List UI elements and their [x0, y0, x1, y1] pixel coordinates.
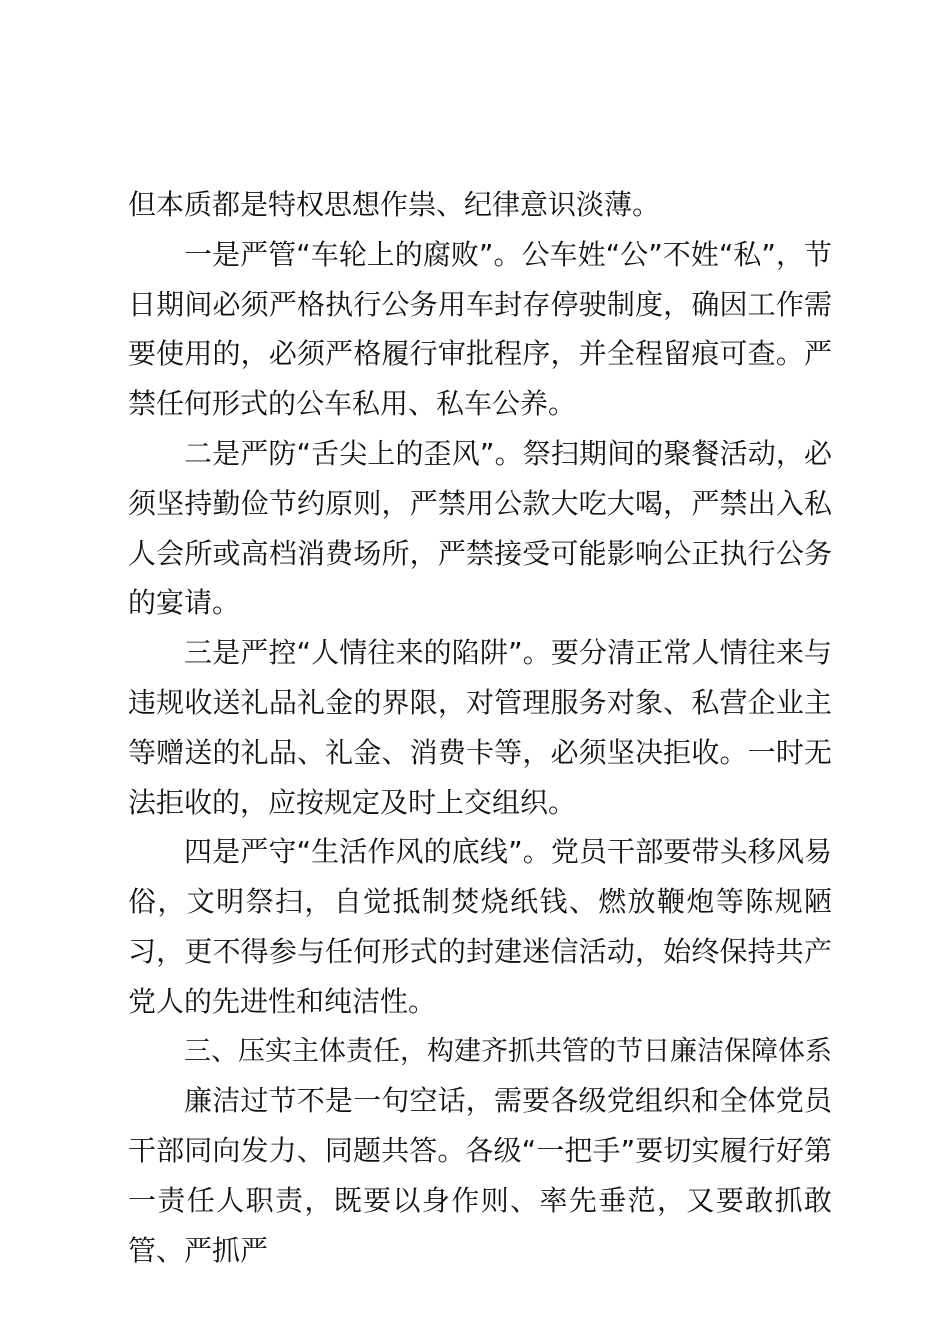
paragraph-lifestyle: 四是严守“生活作风的底线”。党员干部要带头移风易俗，文明祭扫，自觉抵制焚烧纸钱、燃放鞭炮等陈规陋习，更不得参与任何形式的封建迷信活动，始终保持共产党人的先进性和纯洁性。 — [128, 835, 832, 1018]
paragraph-dining: 二是严防“舌尖上的歪风”。祭扫期间的聚餐活动，必须坚持勤俭节约原则，严禁用公款大吃大喝，严禁出入私人会所或高档消费场所，严禁接受可能影响公正执行公务的宴请。 — [128, 436, 832, 620]
document-page — [128, 180, 832, 1276]
paragraph-gifts: 三是严控“人情往来的陷阱”。要分清正常人情往来与违规收送礼品礼金的界限，对管理服务对象、私营企业主等赠送的礼品、礼金、消费卡等，必须坚决拒收。一时无法拒收的，应按规定及时上交组织。 — [128, 636, 832, 819]
section-heading: 三、压实主体责任，构建齐抓共管的节日廉洁保障体系 — [184, 1035, 832, 1067]
paragraph-responsibility: 廉洁过节不是一句空话，需要各级党组织和全体党员干部同向发力、同题共答。各级“一把手”要切实履行好第一责任人职责，既要以身作则、率先垂范，又要敢抓敢管、严抓严 — [128, 1084, 832, 1267]
paragraph-continuation: 但本质都是特权思想作祟、纪律意识淡薄。 — [128, 188, 661, 221]
paragraph-official-car: 一是严管“车轮上的腐败”。公车姓“公”不姓“私”，节日期间必须严格执行公务用车封存停驶制度，确因工作需要使用的，必须严格履行审批程序，并全程留痕可查。严禁任何形式的公车私用、私车公养。 — [128, 237, 832, 421]
